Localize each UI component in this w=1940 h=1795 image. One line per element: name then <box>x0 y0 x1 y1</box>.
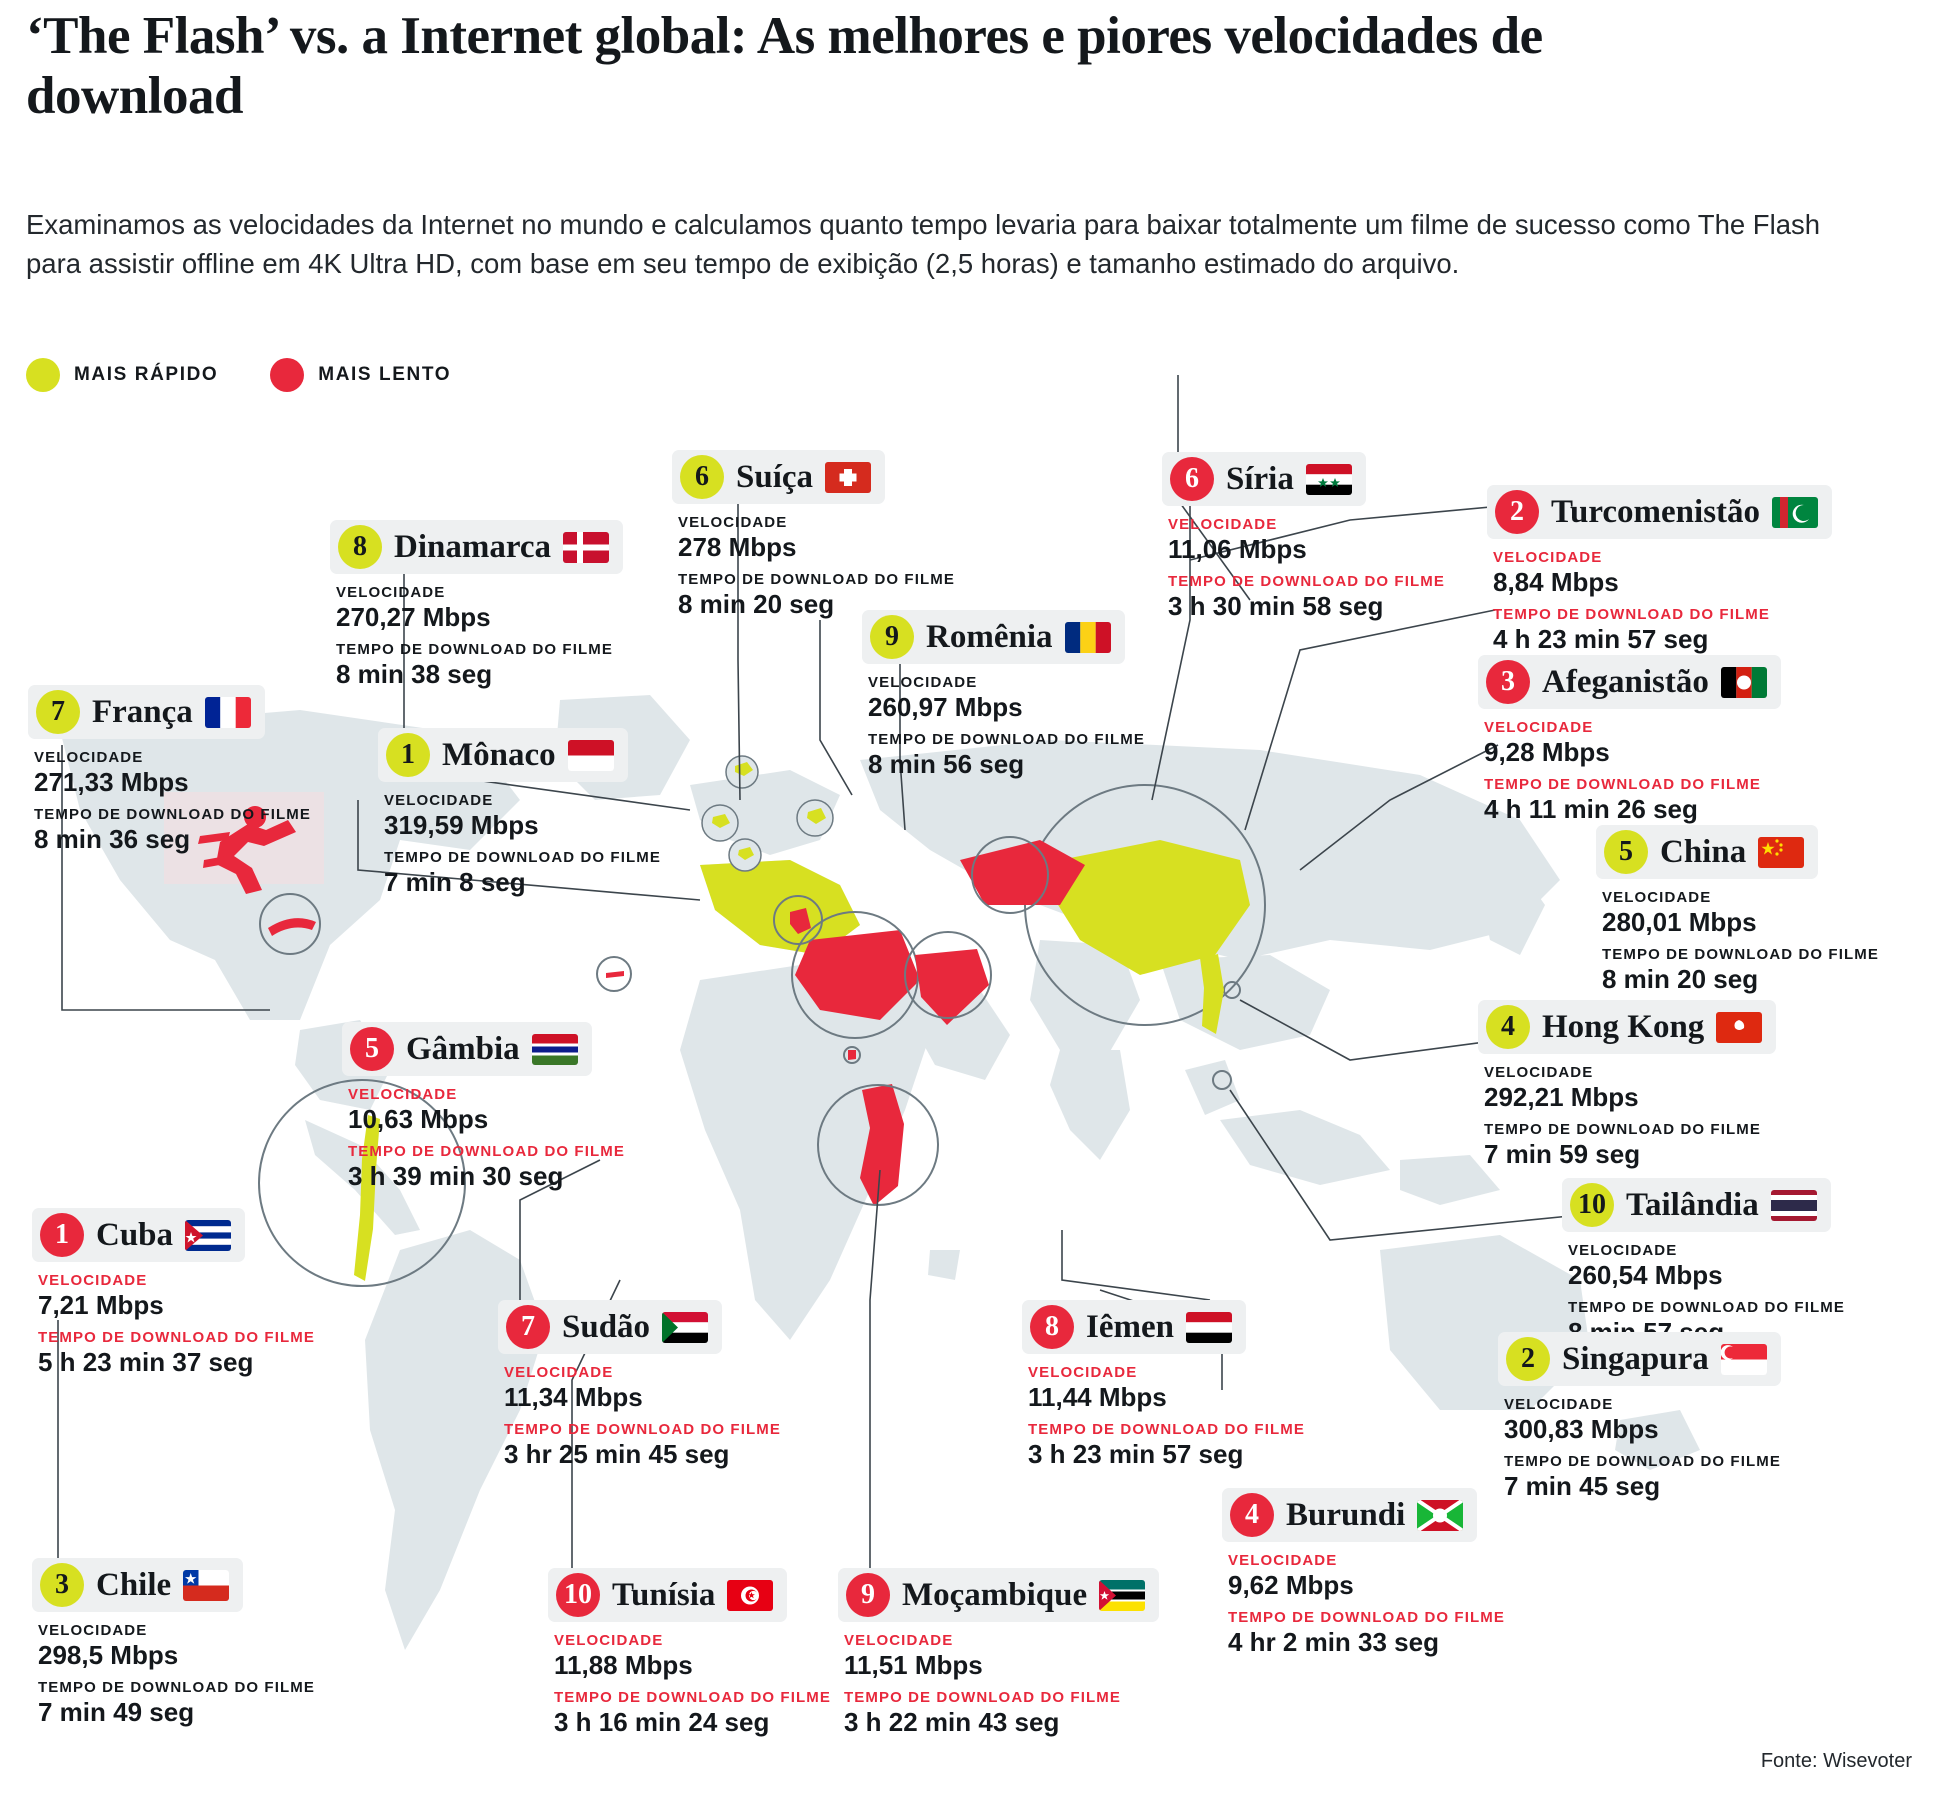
rank-badge: 7 <box>36 690 80 734</box>
source-credit: Fonte: Wisevoter <box>1760 1750 1912 1772</box>
time-value: 4 h 23 min 57 seg <box>1493 624 1709 655</box>
time-label: TEMPO DE DOWNLOAD DO FILME <box>1028 1421 1305 1439</box>
rank-badge: 6 <box>1170 457 1214 501</box>
flag-afghanistan-icon <box>1721 667 1767 698</box>
fastest-dot-icon <box>26 358 60 392</box>
rank-badge: 5 <box>350 1027 394 1071</box>
time-value: 3 h 22 min 43 seg <box>844 1707 1060 1738</box>
card-romania <box>862 610 1145 778</box>
rank-badge: 8 <box>1030 1305 1074 1349</box>
time-label: TEMPO DE DOWNLOAD DO FILME <box>504 1421 781 1439</box>
card-body <box>1478 1064 1776 1168</box>
country-name: Sudão <box>562 1308 651 1345</box>
time-value: 8 min 56 seg <box>868 749 1025 780</box>
speed-value: 271,33 Mbps <box>34 767 189 797</box>
flag-monaco-icon <box>568 740 614 771</box>
flag-gambia-icon <box>532 1034 578 1065</box>
card-header <box>498 1300 722 1354</box>
card-body <box>330 584 623 688</box>
speed-label: VELOCIDADE <box>1028 1364 1138 1381</box>
country-name: Mônaco <box>442 736 556 773</box>
time-label: TEMPO DE DOWNLOAD DO FILME <box>868 731 1145 749</box>
speed-label: VELOCIDADE <box>1504 1396 1614 1413</box>
speed-label: VELOCIDADE <box>554 1632 664 1649</box>
time-value: 7 min 59 seg <box>1484 1139 1641 1170</box>
time-value: 3 hr 25 min 45 seg <box>504 1439 730 1470</box>
card-header <box>330 520 623 574</box>
card-body <box>1162 516 1445 620</box>
time-label: TEMPO DE DOWNLOAD DO FILME <box>1228 1609 1505 1627</box>
time-value: 4 hr 2 min 33 seg <box>1228 1627 1439 1658</box>
card-body <box>1562 1242 1845 1346</box>
rank-badge: 6 <box>680 455 724 499</box>
time-value: 7 min 45 seg <box>1504 1471 1661 1502</box>
card-header <box>1478 655 1781 709</box>
speed-label: VELOCIDADE <box>868 674 978 691</box>
card-header <box>672 450 885 504</box>
flag-chile-icon <box>183 1570 229 1601</box>
flag-mozambique-icon <box>1099 1580 1145 1611</box>
rank-badge: 5 <box>1604 830 1648 874</box>
time-value: 8 min 20 seg <box>1602 964 1759 995</box>
speed-label: VELOCIDADE <box>844 1632 954 1649</box>
flag-thailand-icon <box>1771 1190 1817 1221</box>
flag-burundi-icon <box>1417 1500 1463 1531</box>
rank-badge: 9 <box>846 1573 890 1617</box>
card-header <box>342 1022 592 1076</box>
country-name: Afeganistão <box>1542 663 1709 700</box>
flag-sudan-icon <box>662 1312 708 1343</box>
flag-france-icon <box>205 697 251 728</box>
card-header <box>1478 1000 1776 1054</box>
country-name: Tunísia <box>612 1576 716 1613</box>
card-header <box>28 685 265 739</box>
time-label: TEMPO DE DOWNLOAD DO FILME <box>1168 573 1445 591</box>
speed-value: 11,34 Mbps <box>504 1382 643 1412</box>
card-body <box>1596 889 1879 993</box>
speed-value: 260,97 Mbps <box>868 692 1023 722</box>
rank-badge: 10 <box>1570 1183 1614 1227</box>
flag-singapore-icon <box>1721 1344 1767 1375</box>
country-name: Tailândia <box>1626 1186 1759 1223</box>
time-label: TEMPO DE DOWNLOAD DO FILME <box>1504 1453 1781 1471</box>
rank-badge: 3 <box>1486 660 1530 704</box>
time-label: TEMPO DE DOWNLOAD DO FILME <box>38 1329 315 1347</box>
speed-value: 11,88 Mbps <box>554 1650 693 1680</box>
flag-cuba-icon <box>185 1220 231 1251</box>
flag-tunisia-icon <box>727 1580 773 1611</box>
card-hongkong <box>1478 1000 1776 1168</box>
rank-badge: 1 <box>386 733 430 777</box>
rank-badge: 8 <box>338 525 382 569</box>
speed-label: VELOCIDADE <box>38 1272 148 1289</box>
card-body <box>862 674 1145 778</box>
time-label: TEMPO DE DOWNLOAD DO FILME <box>1602 946 1879 964</box>
card-header <box>1487 485 1832 539</box>
card-body <box>1478 719 1781 823</box>
time-label: TEMPO DE DOWNLOAD DO FILME <box>38 1679 315 1697</box>
page-title: ‘The Flash’ vs. a Internet global: As melhores e piores velocidades de download <box>26 7 1543 126</box>
speed-label: VELOCIDADE <box>1568 1242 1678 1259</box>
country-name: Romênia <box>926 618 1053 655</box>
speed-value: 11,06 Mbps <box>1168 534 1307 564</box>
speed-label: VELOCIDADE <box>1602 889 1712 906</box>
card-body <box>1487 549 1832 653</box>
card-body <box>32 1622 315 1726</box>
speed-label: VELOCIDADE <box>1228 1552 1338 1569</box>
flag-china-icon <box>1758 837 1804 868</box>
time-label: TEMPO DE DOWNLOAD DO FILME <box>554 1689 831 1707</box>
speed-value: 7,21 Mbps <box>38 1290 164 1320</box>
speed-label: VELOCIDADE <box>1484 719 1594 736</box>
card-syria <box>1162 452 1445 620</box>
card-cuba <box>32 1208 315 1376</box>
speed-value: 278 Mbps <box>678 532 797 562</box>
card-denmark <box>330 520 623 688</box>
card-tunisia <box>548 1568 831 1736</box>
time-value: 3 h 30 min 58 seg <box>1168 591 1384 622</box>
speed-value: 9,62 Mbps <box>1228 1570 1354 1600</box>
country-name: Chile <box>96 1566 172 1603</box>
time-label: TEMPO DE DOWNLOAD DO FILME <box>1493 606 1770 624</box>
time-value: 8 min 36 seg <box>34 824 191 855</box>
speed-value: 11,44 Mbps <box>1028 1382 1167 1412</box>
card-header <box>1562 1178 1831 1232</box>
speed-label: VELOCIDADE <box>34 749 144 766</box>
country-name: Gâmbia <box>406 1030 520 1067</box>
card-body <box>1022 1364 1305 1468</box>
time-value: 8 min 20 seg <box>678 589 835 620</box>
page-subtitle: Examinamos as velocidades da Internet no mundo e calculamos quanto tempo levaria para baixar totalmente um filme de sucesso como The Flash para assistir offline em 4K Ultra HD, com base em seu tempo de exibição (2,5 horas) e tamanho estimado do arquivo. <box>26 209 1821 280</box>
legend-label-fastest: MAIS RÁPIDO <box>74 364 219 385</box>
flag-yemen-icon <box>1186 1312 1232 1343</box>
flag-denmark-icon <box>563 532 609 563</box>
card-mozambique <box>838 1568 1159 1736</box>
speed-label: VELOCIDADE <box>1168 516 1278 533</box>
rank-badge: 9 <box>870 615 914 659</box>
speed-value: 300,83 Mbps <box>1504 1414 1659 1444</box>
card-yemen <box>1022 1300 1305 1468</box>
rank-badge: 1 <box>40 1213 84 1257</box>
card-afghanistan <box>1478 655 1781 823</box>
rank-badge: 4 <box>1230 1493 1274 1537</box>
country-name: Burundi <box>1286 1496 1406 1533</box>
flag-turkmenistan-icon <box>1772 497 1818 528</box>
speed-value: 319,59 Mbps <box>384 810 539 840</box>
card-header <box>838 1568 1159 1622</box>
time-label: TEMPO DE DOWNLOAD DO FILME <box>1484 1121 1761 1139</box>
card-thailand <box>1562 1178 1845 1346</box>
slowest-dot-icon <box>270 358 304 392</box>
card-header <box>548 1568 787 1622</box>
card-body <box>672 514 955 618</box>
speed-value: 298,5 Mbps <box>38 1640 179 1670</box>
country-name: Síria <box>1226 460 1294 497</box>
speed-label: VELOCIDADE <box>336 584 446 601</box>
rank-badge: 10 <box>556 1573 600 1617</box>
time-label: TEMPO DE DOWNLOAD DO FILME <box>844 1689 1121 1707</box>
card-header <box>1162 452 1366 506</box>
speed-value: 270,27 Mbps <box>336 602 491 632</box>
card-body <box>28 749 311 853</box>
card-monaco <box>378 728 661 896</box>
country-name: Turcomenistão <box>1551 493 1761 530</box>
time-label: TEMPO DE DOWNLOAD DO FILME <box>678 571 955 589</box>
country-name: Hong Kong <box>1542 1008 1705 1045</box>
flag-hongkong-icon <box>1716 1012 1762 1043</box>
card-header <box>1022 1300 1246 1354</box>
country-name: Dinamarca <box>394 528 552 565</box>
card-sudan <box>498 1300 781 1468</box>
card-switzerland <box>672 450 955 618</box>
card-singapore <box>1498 1332 1781 1500</box>
card-header <box>32 1558 243 1612</box>
card-france <box>28 685 311 853</box>
time-value: 3 h 16 min 24 seg <box>554 1707 770 1738</box>
time-value: 7 min 8 seg <box>384 867 526 898</box>
card-header <box>862 610 1125 664</box>
card-body <box>32 1272 315 1376</box>
country-name: Singapura <box>1562 1340 1709 1377</box>
time-label: TEMPO DE DOWNLOAD DO FILME <box>34 806 311 824</box>
card-chile <box>32 1558 315 1726</box>
time-value: 3 h 39 min 30 seg <box>348 1161 564 1192</box>
speed-value: 11,51 Mbps <box>844 1650 983 1680</box>
speed-value: 260,54 Mbps <box>1568 1260 1723 1290</box>
legend-item-slowest <box>270 358 451 392</box>
speed-value: 8,84 Mbps <box>1493 567 1619 597</box>
speed-value: 9,28 Mbps <box>1484 737 1610 767</box>
card-gambia <box>342 1022 625 1190</box>
card-header <box>378 728 628 782</box>
time-value: 3 h 23 min 57 seg <box>1028 1439 1244 1470</box>
speed-value: 280,01 Mbps <box>1602 907 1757 937</box>
time-label: TEMPO DE DOWNLOAD DO FILME <box>348 1143 625 1161</box>
legend-label-slowest: MAIS LENTO <box>318 364 452 385</box>
rank-badge: 4 <box>1486 1005 1530 1049</box>
legend-item-fastest <box>26 358 218 392</box>
card-header <box>1222 1488 1477 1542</box>
card-body <box>1222 1552 1505 1656</box>
flag-switzerland-icon <box>825 462 871 493</box>
time-label: TEMPO DE DOWNLOAD DO FILME <box>336 641 613 659</box>
card-china <box>1596 825 1879 993</box>
speed-value: 292,21 Mbps <box>1484 1082 1639 1112</box>
speed-label: VELOCIDADE <box>38 1622 148 1639</box>
speed-label: VELOCIDADE <box>678 514 788 531</box>
time-value: 4 h 11 min 26 seg <box>1484 794 1698 825</box>
country-name: França <box>92 693 193 730</box>
time-label: TEMPO DE DOWNLOAD DO FILME <box>384 849 661 867</box>
rank-badge: 2 <box>1495 490 1539 534</box>
speed-label: VELOCIDADE <box>1484 1064 1594 1081</box>
card-body <box>378 792 661 896</box>
card-turkmenistan <box>1487 485 1832 653</box>
card-body <box>838 1632 1159 1736</box>
time-label: TEMPO DE DOWNLOAD DO FILME <box>1484 776 1761 794</box>
time-label: TEMPO DE DOWNLOAD DO FILME <box>1568 1299 1845 1317</box>
card-body <box>1498 1396 1781 1500</box>
country-name: China <box>1660 833 1747 870</box>
rank-badge: 2 <box>1506 1337 1550 1381</box>
flag-syria-icon <box>1306 464 1352 495</box>
card-body <box>498 1364 781 1468</box>
speed-value: 10,63 Mbps <box>348 1104 489 1134</box>
time-value: 5 h 23 min 37 seg <box>38 1347 254 1378</box>
card-body <box>342 1086 625 1190</box>
card-header <box>1596 825 1818 879</box>
card-body <box>548 1632 831 1736</box>
card-burundi <box>1222 1488 1505 1656</box>
flag-romania-icon <box>1065 622 1111 653</box>
legend <box>26 358 451 392</box>
country-name: Moçambique <box>902 1576 1088 1613</box>
rank-badge: 7 <box>506 1305 550 1349</box>
speed-label: VELOCIDADE <box>1493 549 1603 566</box>
card-header <box>32 1208 245 1262</box>
country-name: Cuba <box>96 1216 174 1253</box>
country-name: Iêmen <box>1086 1308 1174 1345</box>
time-value: 7 min 49 seg <box>38 1697 195 1728</box>
speed-label: VELOCIDADE <box>348 1086 458 1103</box>
speed-label: VELOCIDADE <box>384 792 494 809</box>
rank-badge: 3 <box>40 1563 84 1607</box>
time-value: 8 min 38 seg <box>336 659 493 690</box>
card-header <box>1498 1332 1781 1386</box>
speed-label: VELOCIDADE <box>504 1364 614 1381</box>
country-name: Suíça <box>736 458 814 495</box>
